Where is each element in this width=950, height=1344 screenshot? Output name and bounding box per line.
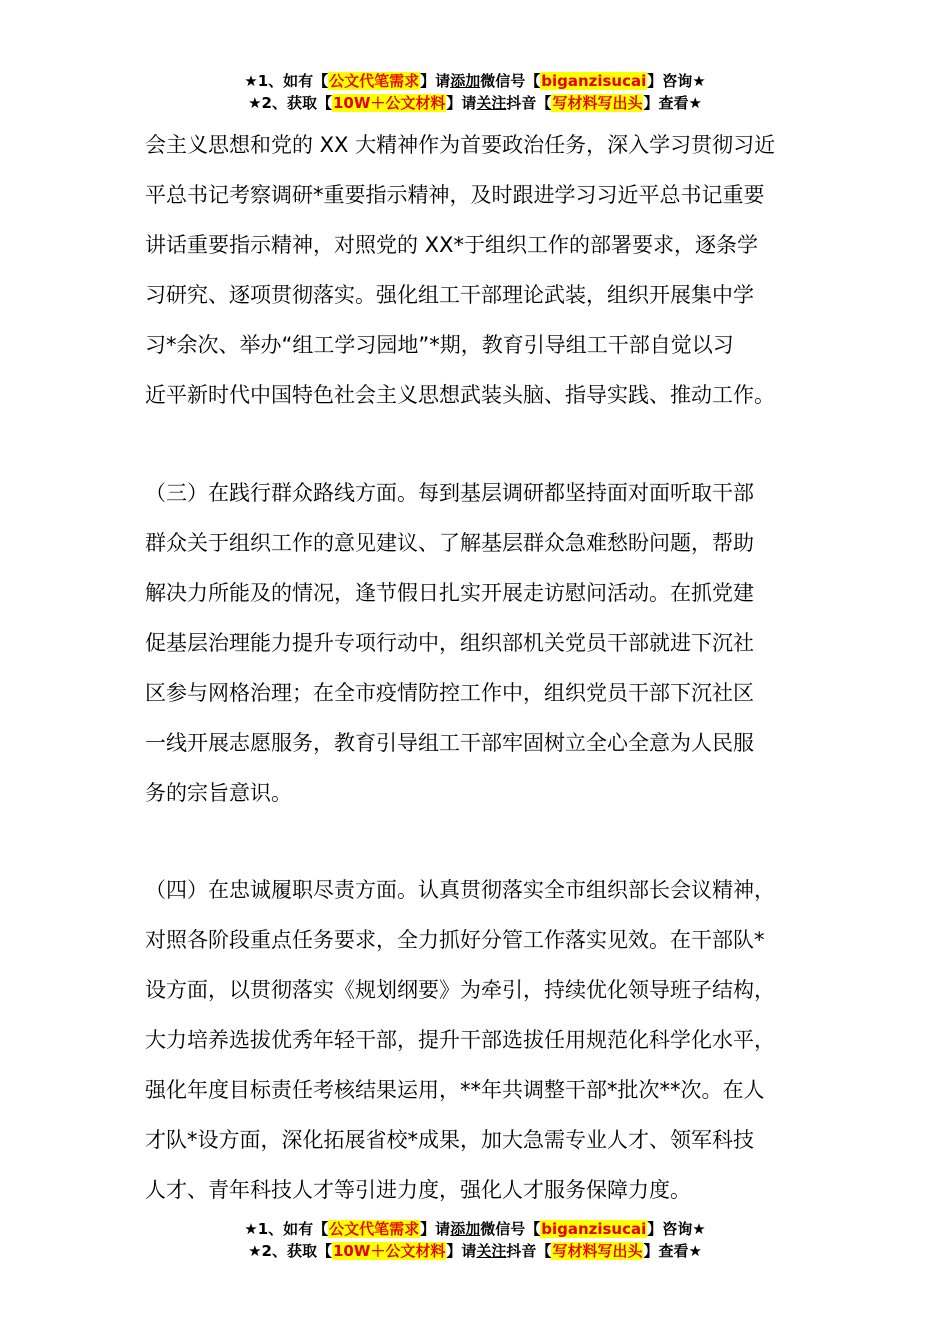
banner-text: 】咨询★ [647, 72, 706, 90]
banner-line-2 [0, 92, 950, 114]
text-line: 才队*设方面，深化拓展省校*成果，加大急需专业人才、领军科技 [145, 1128, 754, 1152]
banner-line-2 [0, 1240, 950, 1262]
banner-highlight: 公文代笔需求 [329, 72, 420, 90]
text-line: 强化年度目标责任考核结果运用，**年共调整干部*批次**次。在人 [145, 1078, 765, 1102]
banner-highlight: biganzisucai [541, 1220, 647, 1238]
banner-text: 】请 [420, 1220, 451, 1238]
text-line: 群众关于组织工作的意见建议、了解基层群众急难愁盼问题，帮助 [145, 531, 754, 555]
text-line: 讲话重要指示精神，对照党的 XX*于组织工作的部署要求，逐条学 [145, 233, 758, 257]
text-line: 对照各阶段重点任务要求，全力抓好分管工作落实见效。在干部队* [145, 928, 765, 952]
header-banner [0, 70, 950, 114]
banner-highlight: 10W＋公文材料 [332, 1242, 446, 1260]
text-line: 设方面，以贯彻落实《规划纲要》为牵引，持续优化领导班子结构， [145, 978, 775, 1002]
text-line: 人才、青年科技人才等引进力度，强化人才服务保障力度。 [145, 1178, 691, 1202]
banner-highlight: 公文代笔需求 [329, 1220, 420, 1238]
paragraph-section-3 [145, 468, 835, 818]
text-line: 务的宗旨意识。 [145, 781, 292, 805]
text-line: 区参与网格治理；在全市疫情防控工作中，组织党员干部下沉社区 [145, 681, 754, 705]
banner-line-1 [0, 70, 950, 92]
document-body [145, 468, 835, 818]
banner-text: 】查看★ [643, 94, 702, 112]
banner-underlined-text: 关注 [476, 1242, 507, 1260]
text-line: 解决力所能及的情况，逢节假日扎实开展走访慰问活动。在抓党建 [145, 581, 754, 605]
banner-text: 】请 [446, 94, 477, 112]
document-body [145, 865, 835, 1215]
banner-text: 】请 [446, 1242, 477, 1260]
paragraph-continuation [145, 120, 835, 420]
banner-text: 】咨询★ [647, 1220, 706, 1238]
banner-line-1 [0, 1218, 950, 1240]
footer-banner [0, 1218, 950, 1262]
banner-text: 】查看★ [643, 1242, 702, 1260]
banner-text: 抖音【 [506, 94, 552, 112]
banner-highlight: 写材料写出头 [552, 1242, 643, 1260]
text-line: 一线开展志愿服务，教育引导组工干部牢固树立全心全意为人民服 [145, 731, 754, 755]
text-line: 大力培养选拔优秀年轻干部，提升干部选拔任用规范化科学化水平， [145, 1028, 775, 1052]
banner-text: 抖音【 [506, 1242, 552, 1260]
text-line: 促基层治理能力提升专项行动中，组织部机关党员干部就进下沉社 [145, 631, 754, 655]
banner-text: ★1、如有【 [244, 1220, 329, 1238]
text-line: 习*余次、举办“组工学习园地”*期，教育引导组工干部自觉以习 [145, 333, 734, 357]
banner-text: ★2、获取【 [248, 94, 332, 112]
banner-highlight: 10W＋公文材料 [332, 94, 446, 112]
banner-underlined-text: 关注 [476, 94, 507, 112]
banner-text: 微信号【 [480, 1220, 541, 1238]
banner-text: ★1、如有【 [244, 72, 329, 90]
document-body [145, 120, 835, 420]
paragraph-section-4 [145, 865, 835, 1215]
text-line: （三）在践行群众路线方面。每到基层调研都坚持面对面听取干部 [145, 481, 754, 505]
banner-text: ★2、获取【 [248, 1242, 332, 1260]
text-line: （四）在忠诚履职尽责方面。认真贯彻落实全市组织部长会议精神， [145, 878, 775, 902]
banner-text: 】请 [420, 72, 451, 90]
banner-highlight: 写材料写出头 [552, 94, 643, 112]
banner-highlight: biganzisucai [541, 72, 647, 90]
banner-underlined-text: 添加 [450, 72, 481, 90]
text-line: 会主义思想和党的 XX 大精神作为首要政治任务，深入学习贯彻习近 [145, 133, 776, 157]
text-line: 平总书记考察调研*重要指示精神，及时跟进学习习近平总书记重要 [145, 183, 765, 207]
text-line: 习研究、逐项贯彻落实。强化组工干部理论武装，组织开展集中学 [145, 283, 754, 307]
banner-text: 微信号【 [480, 72, 541, 90]
text-line: 近平新时代中国特色社会主义思想武装头脑、指导实践、推动工作。 [145, 383, 775, 407]
banner-underlined-text: 添加 [450, 1220, 481, 1238]
